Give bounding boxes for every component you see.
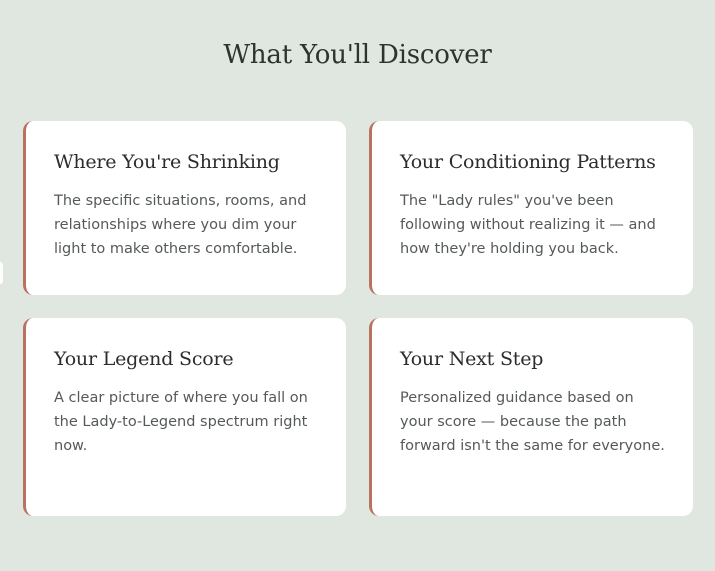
card-description: Personalized guidance based on your score — because the path forward isn't the same for everyone. (400, 390, 665, 454)
card-description: The "Lady rules" you've been following without realizing it — and how they're holding you back. (400, 193, 656, 257)
card-title: Your Next Step (400, 348, 544, 370)
discover-card-legend-score (23, 318, 346, 516)
discover-card-conditioning (369, 121, 693, 295)
card-title: Where You're Shrinking (54, 151, 280, 173)
card-description: A clear picture of where you fall on the Lady-to-Legend spectrum right now. (54, 390, 308, 454)
card-title: Your Conditioning Patterns (400, 151, 656, 173)
side-edge-tab[interactable] (0, 262, 3, 284)
card-description: The specific situations, rooms, and relationships where you dim your light to make others comfortable. (54, 193, 307, 257)
discover-card-next-step (369, 318, 693, 516)
discover-card-shrinking (23, 121, 346, 295)
card-title: Your Legend Score (54, 348, 234, 370)
section-title: What You'll Discover (223, 40, 492, 70)
